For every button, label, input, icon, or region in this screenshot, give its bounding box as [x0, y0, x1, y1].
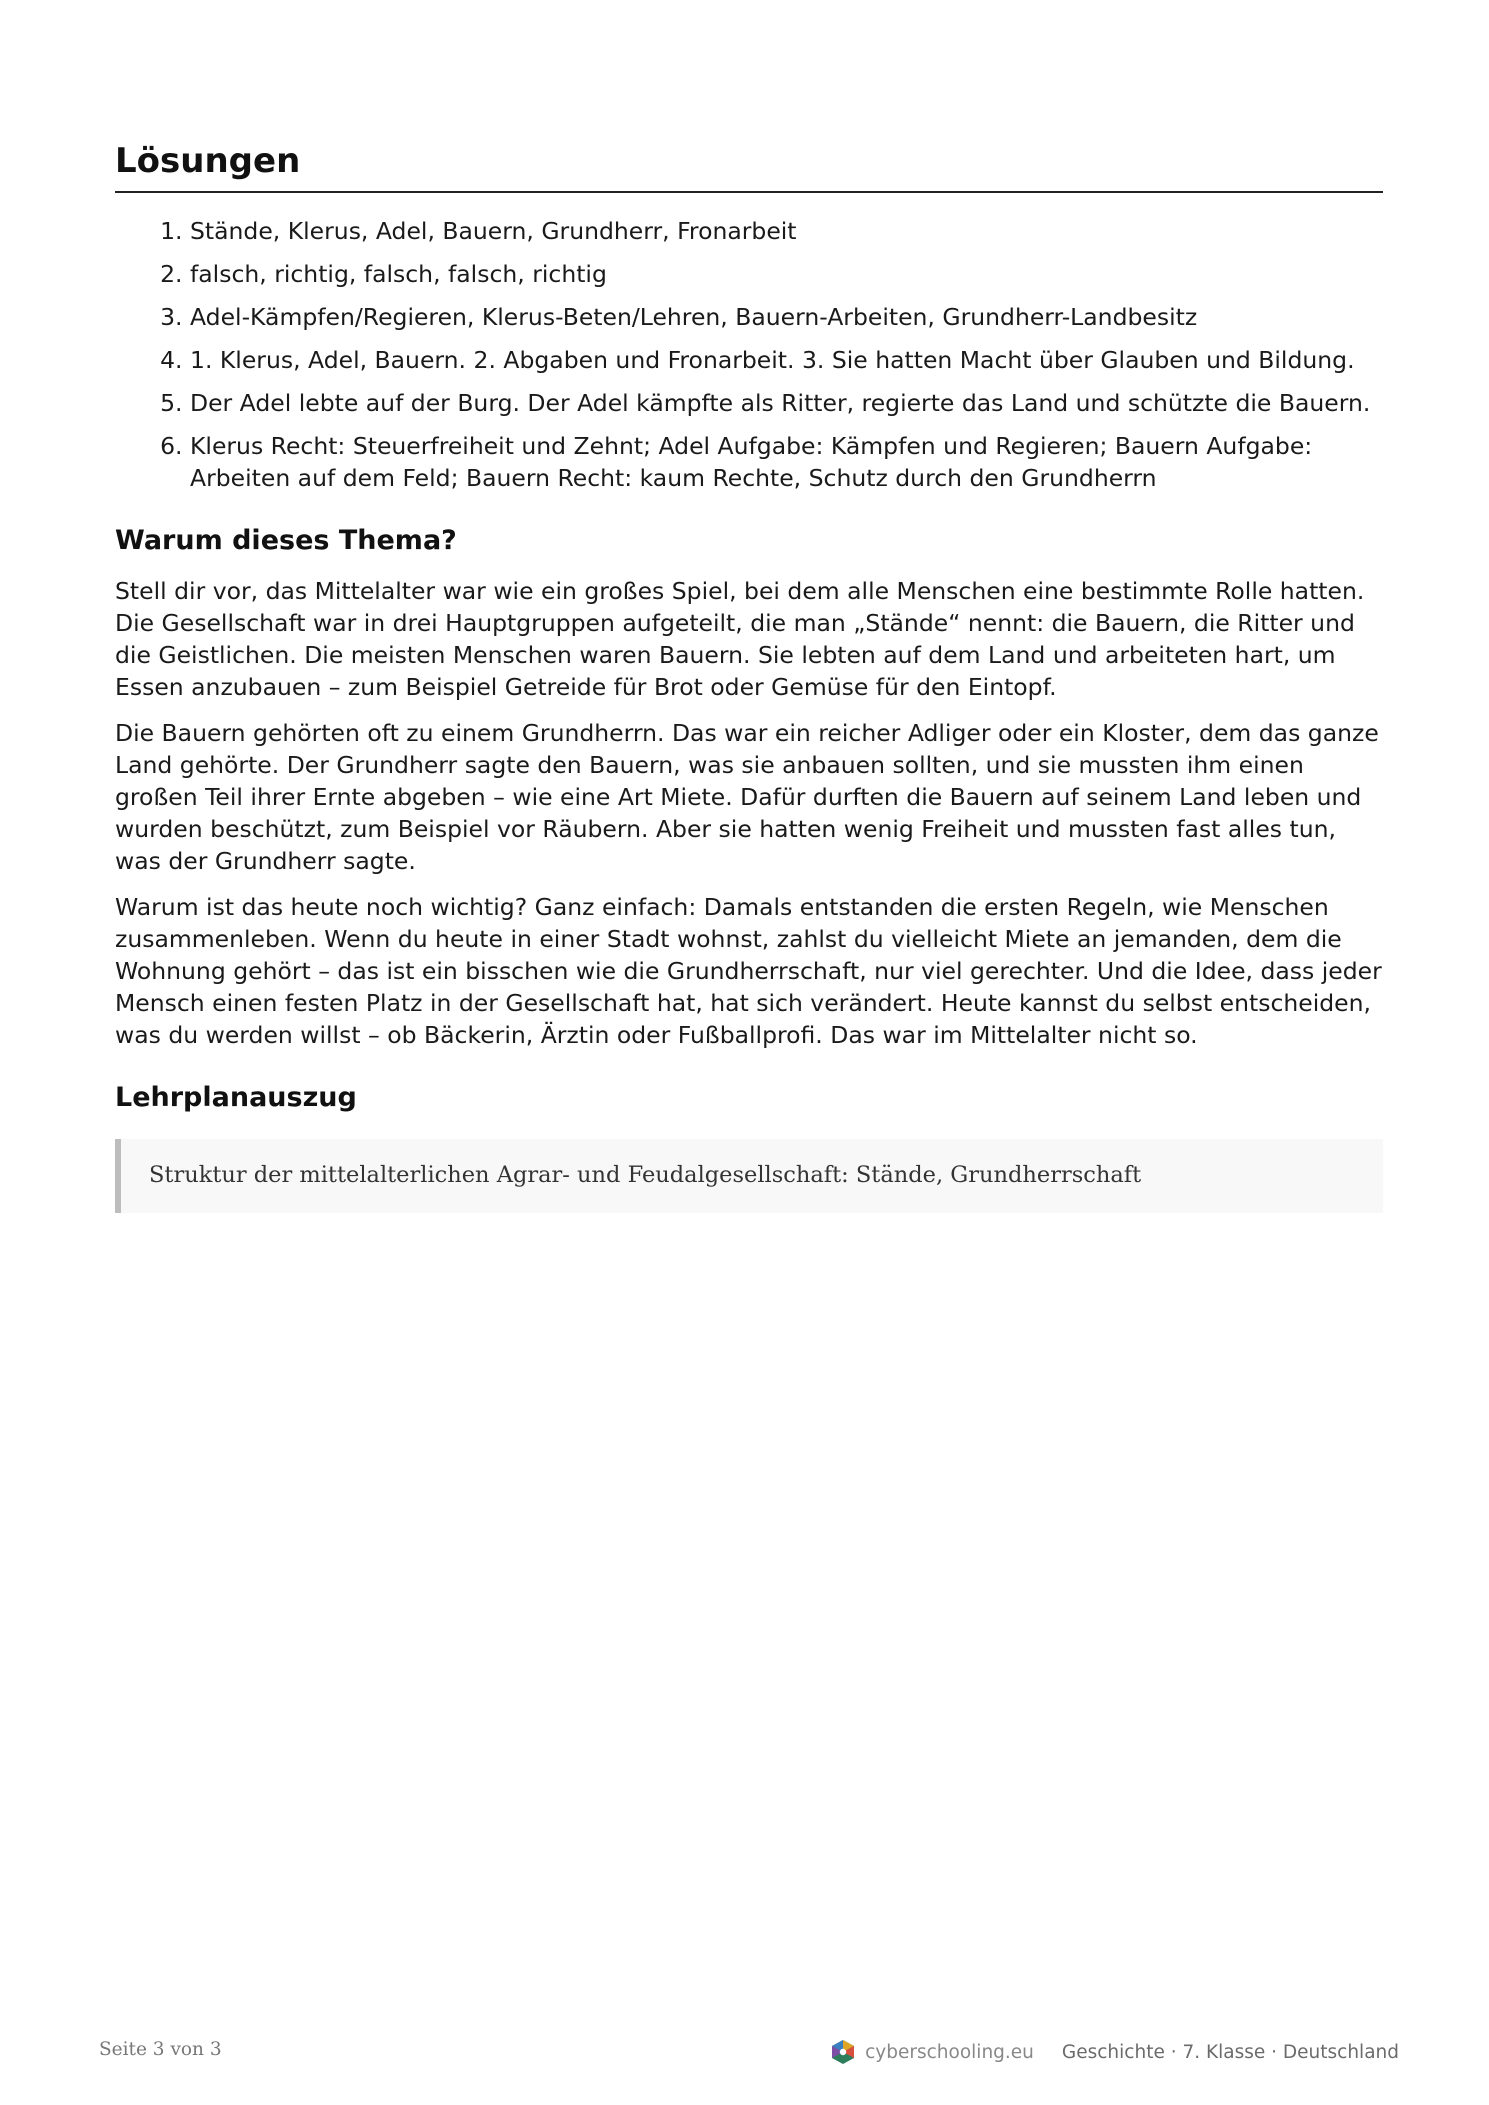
- paragraph: Stell dir vor, das Mittelalter war wie ein großes Spiel, bei dem alle Menschen eine bestimmte Rolle hatten. Die Gesellschaft war in drei Hauptgruppen aufgeteilt, die man „Stände“ nennt: die Bauern, die Ritter und die Geistlichen. Die meisten Menschen waren Bauern. Sie lebten auf dem Land und arbeiteten hart, um Essen anzubauen – zum Beispiel Getreide für Brot oder Gemüse für den Eintopf.: [115, 577, 1365, 702]
- list-item: 5. Der Adel lebte auf der Burg. Der Adel kämpfte als Ritter, regierte das Land und schützte die Bauern.: [190, 387, 1383, 419]
- paragraph: Warum ist das heute noch wichtig? Ganz einfach: Damals entstanden die ersten Regeln, wie Menschen zusammenleben. Wenn du heute in einer Stadt wohnst, zahlst du vielleicht Miete an jemanden, dem die Wohnung gehört – das ist ein bisschen wie die Grundherrschaft, nur viel gerechter. Und die Idee, dass jeder Mensch einen festen Platz in der Gesellschaft hat, hat sich verändert. Heute kannst du selbst entscheiden, was du werden willst – ob Bäckerin, Ärztin oder Fußballprofi. Das war im Mittelalter nicht so.: [115, 893, 1382, 1050]
- section-heading-curriculum: Lehrplanauszug: [115, 1082, 357, 1114]
- list-item: 4. 1. Klerus, Adel, Bauern. 2. Abgaben und Fronarbeit. 3. Sie hatten Macht über Glauben und Bildung.: [190, 344, 1383, 376]
- section-heading-why: Warum dieses Thema?: [115, 524, 457, 556]
- page-title: Lösungen: [115, 140, 1383, 193]
- list-item: 6. Klerus Recht: Steuerfreiheit und Zehnt; Adel Aufgabe: Kämpfen und Regieren; Bauern Aufgabe: Arbeiten auf dem Feld; Bauern Recht: kaum Rechte, Schutz durch den Grundherrn: [190, 430, 1383, 494]
- footer-meta: [831, 2039, 1399, 2065]
- document-content: [115, 140, 1383, 1213]
- solutions-list: [115, 215, 1383, 494]
- brand-name: cyberschooling.eu: [865, 2041, 1034, 2063]
- list-item: 3. Adel-Kämpfen/Regieren, Klerus-Beten/Lehren, Bauern-Arbeiten, Grundherr-Landbesitz: [190, 301, 1383, 333]
- paragraph: Die Bauern gehörten oft zu einem Grundherrn. Das war ein reicher Adliger oder ein Kloster, dem das ganze Land gehörte. Der Grundherr sagte den Bauern, was sie anbauen sollten, und sie mussten ihm einen großen Teil ihrer Ernte abgeben – wie eine Art Miete. Dafür durften die Bauern auf seinem Land leben und wurden beschützt, zum Beispiel vor Räubern. Aber sie hatten wenig Freiheit und mussten fast alles tun, was der Grundherr sagte.: [115, 719, 1379, 876]
- list-item: 1. Stände, Klerus, Adel, Bauern, Grundherr, Fronarbeit: [190, 215, 1383, 247]
- cyberschooling-logo-icon: [831, 2039, 855, 2065]
- subject-meta: Geschichte · 7. Klasse · Deutschland: [1061, 2041, 1399, 2063]
- page-number: Seite 3 von 3: [99, 2039, 222, 2060]
- page-footer: [99, 2039, 1399, 2071]
- curriculum-quote: Struktur der mittelalterlichen Agrar- und Feudalgesellschaft: Stände, Grundherrschaft: [115, 1139, 1383, 1213]
- list-item: 2. falsch, richtig, falsch, falsch, richtig: [190, 258, 1383, 290]
